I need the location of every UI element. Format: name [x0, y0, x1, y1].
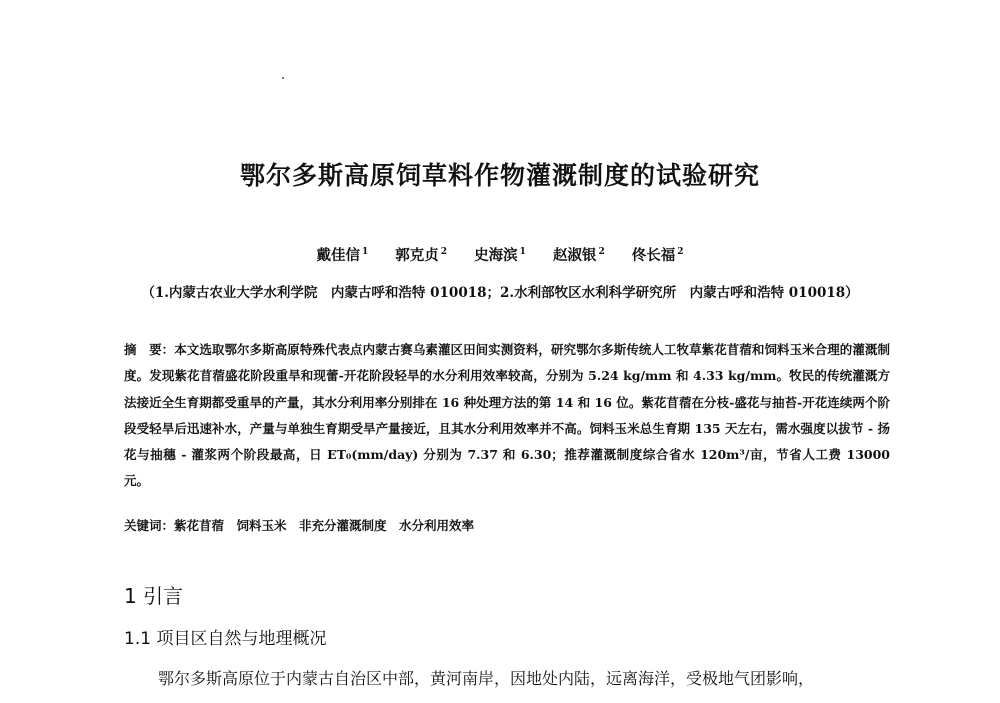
- scan-speck: [282, 77, 284, 79]
- keywords: [124, 516, 890, 534]
- section-heading: 1 引言: [124, 584, 184, 608]
- author-list: [0, 244, 1000, 265]
- abstract-text: 本文选取鄂尔多斯高原特殊代表点内蒙古赛乌素灌区田间实测资料，研究鄂尔多斯传统人工牧草紫花苜蓿和饲料玉米合理的灌溉制度。发现紫花苜蓿盛花阶段重旱和现蕾-开花阶段轻旱的水分利用效率较高，分别为 5.24 kg/mm 和 4.33 kg/mm。牧民的传统灌溉方法接近全生育期都受重旱的产量，其水分利用率分别排在 16 种处理方法的第 14 和 16 位。紫花苜蓿在分枝-盛花与抽苔-开花连续两个阶段受轻旱后迅速补水，产量与单独生育期受旱产量接近，且其水分利用效率并不高。饲料玉米总生育期 135 天左右，需水强度以拔节 - 扬花与抽穗 - 灌浆两个阶段最高，日 ET₀(mm/day) 分别为 7.37 和 6.30；推荐灌溉制度综合省水 120m³/亩，节省人工费 13000 元。: [124, 342, 890, 489]
- abstract-label: 摘 要：: [124, 342, 175, 357]
- paper-title: 鄂尔多斯高原饲草料作物灌溉制度的试验研究: [239, 161, 760, 190]
- abstract: [124, 337, 890, 495]
- body-paragraph: 鄂尔多斯高原位于内蒙古自治区中部，黄河南岸，因地处内陆，远离海洋，受极地气团影响，: [158, 669, 815, 688]
- author: 赵淑银 $^2$: [552, 247, 605, 264]
- subsection-heading: 1.1 项目区自然与地理概况: [124, 629, 327, 649]
- keywords-text: 紫花苜蓿 饲料玉米 非充分灌溉制度 水分利用效率: [174, 518, 475, 533]
- author: 史海滨 $^1$: [474, 247, 526, 264]
- author: 戴佳信 $^1$: [316, 247, 369, 264]
- keywords-label: 关键词：: [124, 518, 175, 533]
- affiliation: （1.内蒙古农业大学水利学院 内蒙古呼和浩特 010018；2.水利部牧区水利科学研究所 内蒙古呼和浩特 010018）: [141, 285, 859, 301]
- author: 佟长福 $^2$: [631, 247, 684, 264]
- author: 郭克贞 $^2$: [395, 247, 448, 264]
